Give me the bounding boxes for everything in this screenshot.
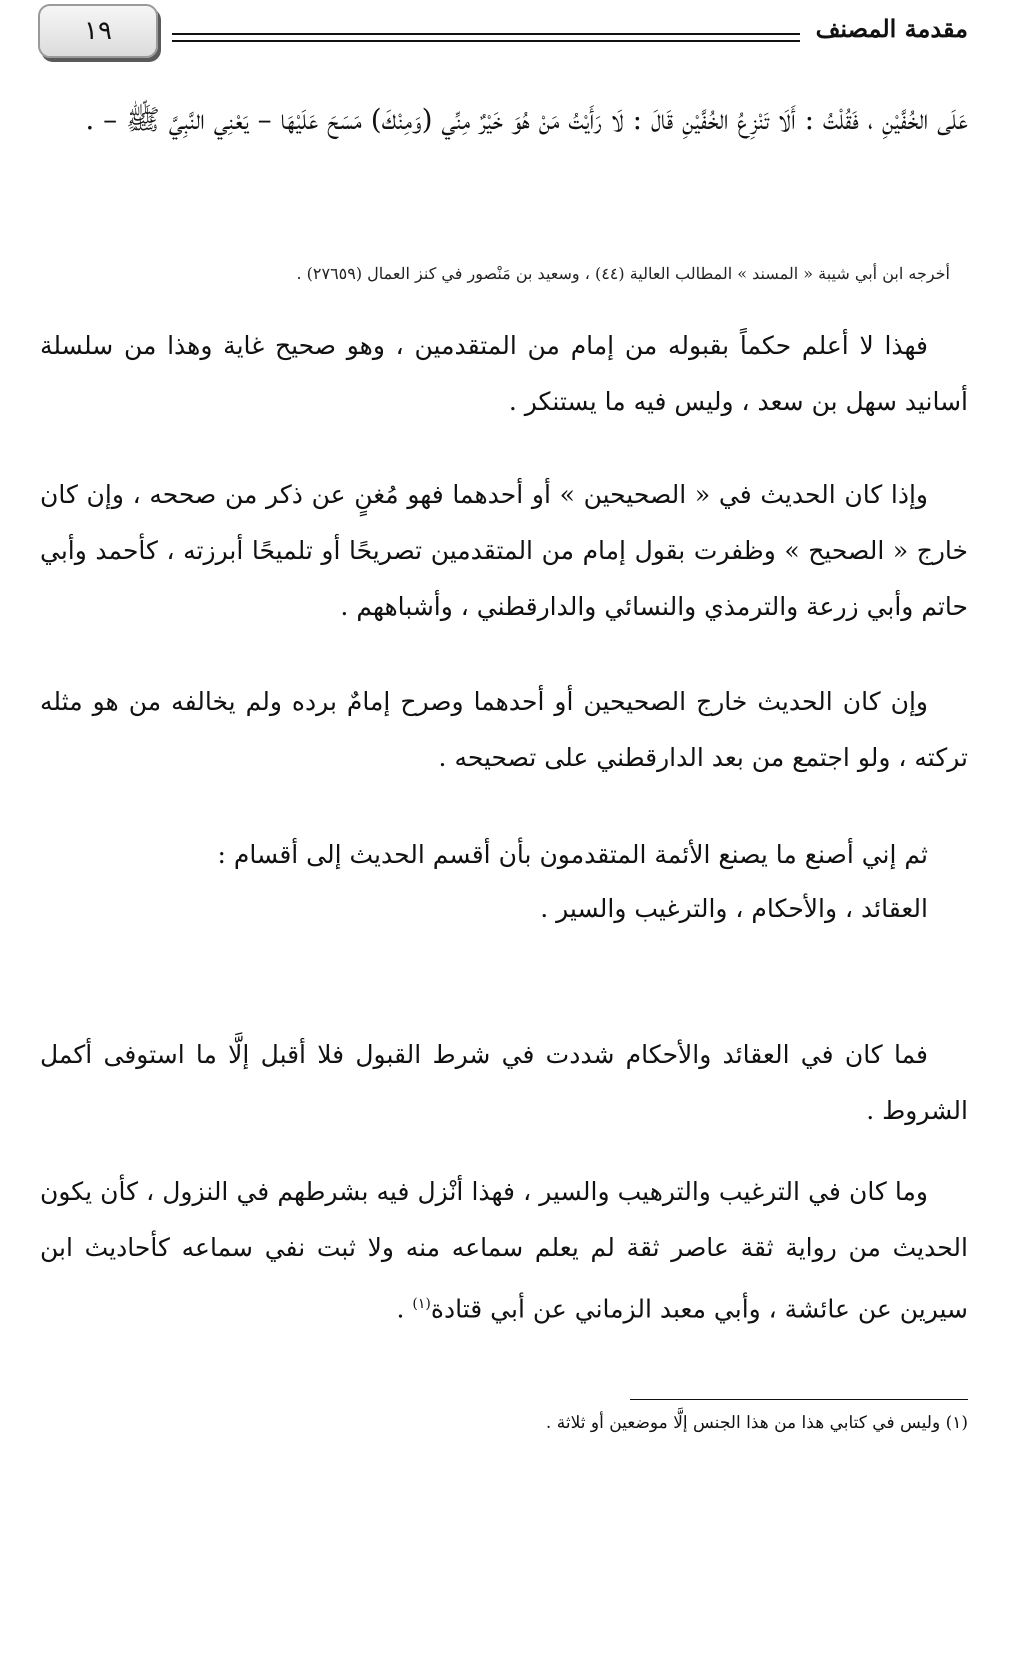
header-double-rule bbox=[172, 33, 800, 42]
paragraph-3: وإن كان الحديث خارج الصحيحين أو أحدهما وصرح إمامٌ برده ولم يخالفه من هو مثله تركته ، ولو اجتمع من بعد الدارقطني على تصحيحه . bbox=[40, 687, 968, 772]
paragraph-7 bbox=[40, 1164, 968, 1337]
page-number-badge bbox=[38, 4, 158, 58]
paragraph-7-text: وما كان في الترغيب والترهيب والسير ، فهذا أنْزل فيه بشرطهم في النزول ، كأن يكون الحديث من رواية ثقة عاصر ثقة لم يعلم سماعه منه ولا ثبت نفي سماعه كأحاديث ابن سيرين عن عائشة ، وأبي معبد الزماني عن أبي قتادة bbox=[40, 1177, 968, 1324]
paragraph-5: العقائد ، والأحكام ، والترغيب والسير . bbox=[540, 894, 928, 923]
paragraph-6: فما كان في العقائد والأحكام شددت في شرط القبول فلا أقبل إلَّا ما استوفى أكمل الشروط . bbox=[40, 1040, 968, 1125]
footnote-separator bbox=[630, 1399, 968, 1400]
hadith-quote: عَلَى الخُفَّيْنِ ، فَقُلْتُ : أَلَا تَنْزِعُ الخُفَّيْنِ قَالَ : لَا رَأَيْتُ مَنْ هُوَ خَيْرٌ مِنِّي (وَمِنْكَ) مَسَحَ عَلَيْهَا – يَعْنِي النَّبِيَّ ﷺ – . bbox=[85, 103, 968, 136]
paragraph-7-end: . bbox=[396, 1294, 413, 1324]
running-header-title: مقدمة المصنف bbox=[815, 14, 968, 43]
paragraph-2: وإذا كان الحديث في « الصحيحين » أو أحدهما فهو مُغنٍ عن ذكر من صححه ، وإن كان خارج « الصحيح » وظفرت بقول إمام من المتقدمين تصريحًا أو تلميحًا أبرزته ، كأحمد وأبي حاتم وأبي زرعة والترمذي والنسائي والدارقطني ، وأشباههم . bbox=[40, 480, 968, 621]
paragraph-4: ثم إني أصنع ما يصنع الأئمة المتقدمون بأن أقسم الحديث إلى أقسام : bbox=[217, 840, 928, 869]
footnote-1: (١) وليس في كتابي هذا من هذا الجنس إلَّا موضعين أو ثلاثة . bbox=[545, 1413, 968, 1433]
footnote-reference[interactable]: (١) bbox=[412, 1296, 431, 1312]
source-citation: أخرجه ابن أبي شيبة « المسند » المطالب العالية (٤٤) ، وسعيد بن مَنْصور في كنز العمال (٢٧٦٥٩) . bbox=[296, 264, 950, 283]
page-number: ١٩ bbox=[84, 16, 112, 46]
paragraph-1: فهذا لا أعلم حكماً بقبوله من إمام من المتقدمين ، وهو صحيح غاية وهذا من سلسلة أسانيد سهل بن سعد ، وليس فيه ما يستنكر . bbox=[40, 331, 968, 416]
